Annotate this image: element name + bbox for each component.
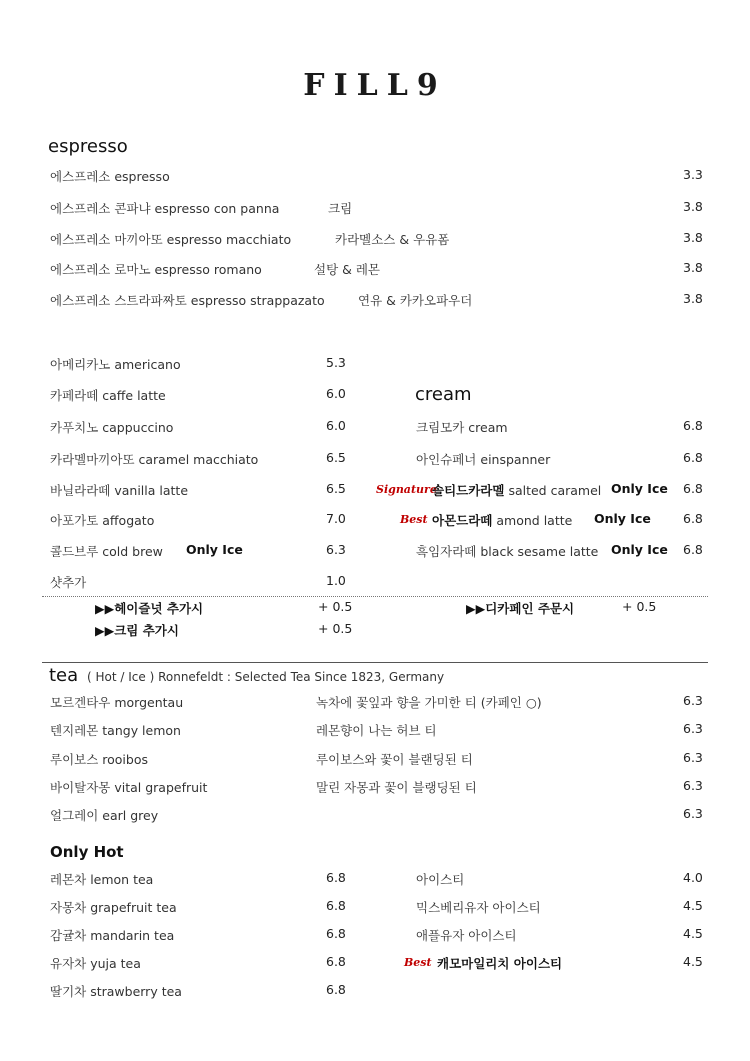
menu-item-price: 6.8 [326,926,346,941]
only-ice-note: Only Ice [611,542,668,557]
menu-item-name: 카페라떼 caffe latte [50,388,166,403]
menu-item-price: 6.0 [326,386,346,401]
menu-item-price: 6.8 [326,982,346,997]
menu-item-price: 3.8 [683,260,703,275]
menu-item-price: 6.3 [683,693,703,708]
menu-item-desc: 말린 자몽과 꽃이 블랭딩된 티 [316,780,477,795]
menu-item-price: 7.0 [326,511,346,526]
menu-item-name: 흑임자라떼 black sesame latte [416,544,599,559]
menu-item-price: 6.0 [326,418,346,433]
menu-title: FILL9 [303,68,447,103]
only-ice-note: Only Ice [594,511,651,526]
menu-item-name: 에스프레소 스트라파짜토 espresso strappazato [50,293,325,308]
menu-item-name: 에스프레소 콘파냐 espresso con panna [50,201,280,216]
menu-item-price: 5.3 [326,355,346,370]
menu-item-name: 모르겐타우 morgentau [50,695,184,710]
menu-item-price: 6.8 [683,450,703,465]
menu-item-desc: 레몬향이 나는 허브 티 [316,723,437,738]
menu-item-name: 바이탈자몽 vital grapefruit [50,780,208,795]
menu-item-name: 유자차 yuja tea [50,956,141,971]
menu-item-name: 아포가토 affogato [50,513,155,528]
menu-item-name: 솔티드카라멜 salted caramel [432,483,602,498]
menu-item-name: 캐모마일리치 아이스티 [437,956,563,971]
espresso-heading: espresso [48,136,128,157]
addon-decaf-price: + 0.5 [622,599,657,614]
menu-item-price: 1.0 [326,573,346,588]
menu-item-price: 6.3 [683,778,703,793]
menu-item-price: 6.8 [683,481,703,496]
menu-item-name: 아이스티 [416,872,465,887]
menu-item-name: 자몽차 grapefruit tea [50,900,177,915]
addon-cream-label: ▶▶크림 추가시 [95,623,179,638]
menu-item-name: 콜드브루 cold brew [50,544,163,559]
menu-item-price: 6.8 [326,870,346,885]
menu-item-name: 아메리카노 americano [50,357,181,372]
menu-item-price: 4.5 [683,926,703,941]
menu-item-name: 감귤차 mandarin tea [50,928,175,943]
menu-item-name: 에스프레소 로마노 espresso romano [50,262,262,277]
menu-item-price: 4.5 [683,898,703,913]
only-ice-note: Only Ice [611,481,668,496]
menu-item-price: 3.8 [683,199,703,214]
menu-item-name: 아인슈페너 einspanner [416,452,551,467]
menu-item-desc: 녹차에 꽃잎과 향을 가미한 티 (카페인 ○) [316,695,542,710]
menu-item-price: 6.5 [326,450,346,465]
menu-item-price: 6.8 [683,418,703,433]
menu-item-price: 4.0 [683,870,703,885]
menu-item-price: 6.3 [683,806,703,821]
menu-item-name: 바닐라라떼 vanilla latte [50,483,189,498]
signature-badge: Signature [376,483,437,496]
menu-item-desc: 루이보스와 꽃이 블랜딩된 티 [316,752,473,767]
menu-item-desc: 연유 & 카카오파우더 [358,293,473,308]
addon-cream-price: + 0.5 [318,621,353,636]
addon-hazelnut-label: ▶▶헤이즐넛 추가시 [95,601,204,616]
menu-item-desc: 크림 [328,201,353,216]
menu-item-price: 6.8 [326,898,346,913]
menu-item-price: 3.3 [683,167,703,182]
menu-item-name: 샷추가 [50,575,87,590]
menu-item-name: 에스프레소 espresso [50,169,170,184]
tea-subtitle: ( Hot / Ice ) Ronnefeldt : Selected Tea Since 1823, Germany [87,670,445,684]
section-divider [42,662,708,663]
menu-item-price: 6.3 [683,721,703,736]
menu-item-name: 카라멜마끼아또 caramel macchiato [50,452,259,467]
menu-item-name: 크림모카 cream [416,420,508,435]
menu-item-name: 레몬차 lemon tea [50,872,154,887]
addon-hazelnut-price: + 0.5 [318,599,353,614]
menu-item-name: 애플유자 아이스티 [416,928,517,943]
addon-decaf-label: ▶▶디카페인 주문시 [466,601,575,616]
menu-item-name: 얼그레이 earl grey [50,808,159,823]
menu-item-name: 딸기차 strawberry tea [50,984,182,999]
menu-item-desc: 설탕 & 레몬 [314,262,380,277]
menu-item-name: 아몬드라떼 amond latte [432,513,573,528]
tea-heading: tea [49,665,79,686]
menu-item-name: 텐지레몬 tangy lemon [50,723,181,738]
only-hot-heading: Only Hot [50,843,124,861]
cream-heading: cream [415,384,472,405]
menu-item-name: 에스프레소 마끼아또 espresso macchiato [50,232,292,247]
menu-item-desc: 카라멜소스 & 우유폼 [335,232,450,247]
best-badge: Best [404,956,432,969]
menu-item-price: 6.8 [683,542,703,557]
menu-item-price: 6.8 [683,511,703,526]
menu-item-name: 믹스베리유자 아이스티 [416,900,541,915]
dotted-divider [42,596,708,597]
menu-item-price: 6.3 [326,542,346,557]
menu-item-price: 3.8 [683,291,703,306]
menu-item-price: 3.8 [683,230,703,245]
menu-item-name: 루이보스 rooibos [50,752,149,767]
only-ice-note: Only Ice [186,542,243,557]
menu-item-price: 6.3 [683,750,703,765]
menu-item-price: 6.5 [326,481,346,496]
best-badge: Best [400,513,428,526]
menu-item-name: 카푸치노 cappuccino [50,420,174,435]
menu-item-price: 6.8 [326,954,346,969]
menu-item-price: 4.5 [683,954,703,969]
